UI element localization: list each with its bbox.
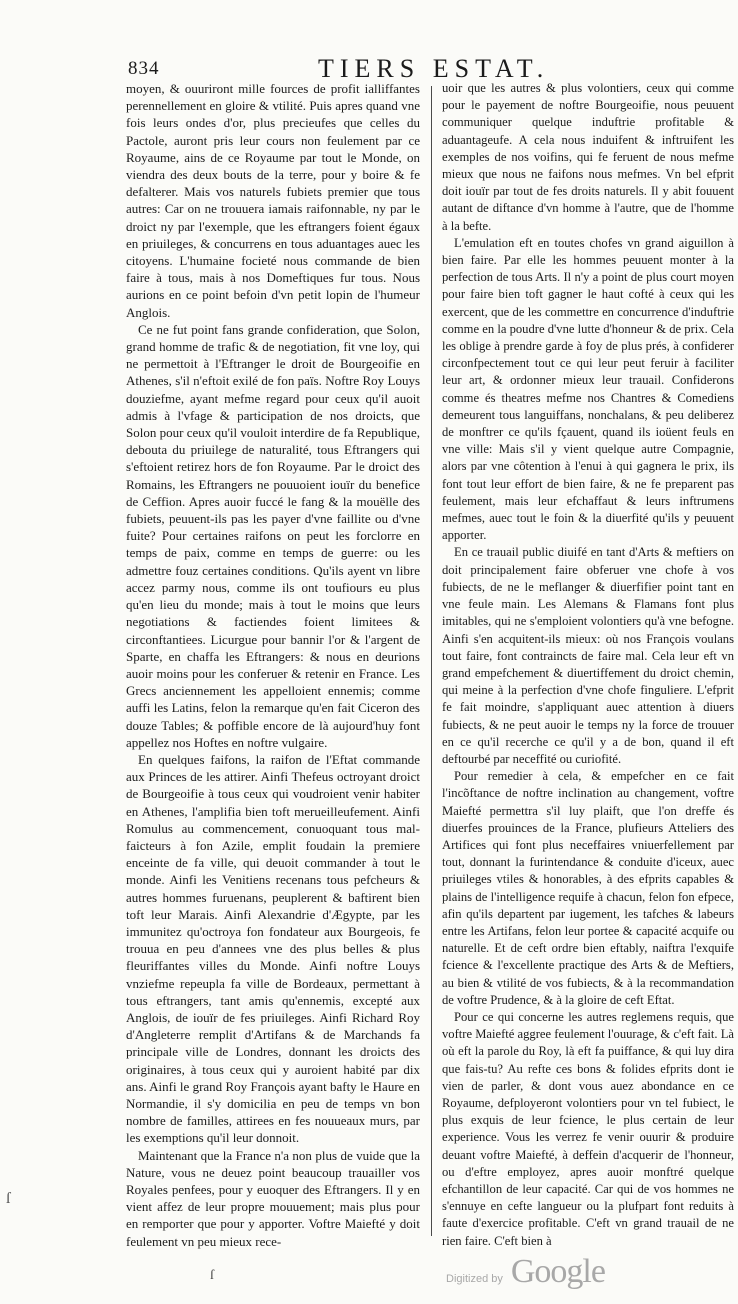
margin-mark: ſ [6, 1190, 11, 1207]
page-number: 834 [128, 58, 160, 79]
bottom-mark: ſ [210, 1268, 214, 1283]
digitized-by-text: Digitized by [446, 1273, 503, 1285]
column-divider [431, 86, 432, 1236]
digitized-watermark [446, 1253, 605, 1291]
running-title: TIERS ESTAT. [318, 54, 550, 83]
paragraph: Pour ce qui concerne les autres reglemens requis, que voftre Maiefté aggree feulement l'ouurage, & c'eft fait. Là où eft la parole du Roy, là eft fa puiffance, & qui luy dira que fais-tu? Au refte ces bons & folides efprits dont ie vien de parler, & dont vous auez abondance en ce Royaume, defployeront volontiers pour vn tel fubiect, le plus exquis de leur fcience, le plus certain de leur experience. Vous les verrez fe venir ouurir & produire deuant voftre Maiefté, à deffein d'acquerir de l'honneur, ou d'eftre employez, apres auoir monftré quelque efchantillon de leur capacité. Car qui de vos hommes ne s'ennuye en cefte langueur ou la plufpart font reduits à faute d'exercice profitable. C'eft vn grand trauail de ne rien faire. C'eft bien à [442, 1009, 734, 1248]
right-column [442, 80, 734, 1250]
paragraph: En ce trauail public diuifé en tant d'Arts & meftiers on doit principalement faire obferuer vne chofe à vos fubiects, de ne le meflanger & diuerfifier point tant en vne feule main. Les Alemans & Flamans font plus imitables, qui ne s'emploient volontiers qu'à vne befogne. Ainfi s'en acquitent-ils mieux: où nos François voulans tout faire, font contraincts de faire mal. Cela leur eft vn grand empefchement & diuertiffement du droict chemin, qui meine à la perfection d'vne chofe finguliere. L'efprit fe fait moindre, s'appliquant auec attention à diuers fubiects, & ne peut auoir le temps ny la force de trouuer en ce qu'il recerche ce qu'il y a de bon, quand il eft deftourbé par neceffité ou curiofité. [442, 545, 734, 766]
google-logo: Google [510, 1253, 605, 1290]
paragraph: uoir que les autres & plus volontiers, ceux qui comme pour le payement de noftre Bourgeoifie, nous peuuent communiquer quelque induftrie profitable & aduantageufe. A cela nous induifent & inftruifent les exemples de nos voifins, qui fe feruent de nous mefme mieux que nous ne faifons nous mefmes. Vn bel efprit doit iouïr par tout de fes droits naturels. Il y abit fouuent autant de diftance d'vn homme à l'autre, que de l'homme à la befte. [442, 81, 734, 233]
paragraph: L'emulation eft en toutes chofes vn grand aiguillon à bien faire. Par elle les hommes peuuent monter à la perfection de tous Arts. Il n'y a point de plus court moyen pour faire bien toft gagner le haut cofté à ceux qui les exercent, que de les commettre en concurrence d'induftrie comme en la poudre d'vne lutte d'honneur & de prix. Cela les oblige à prendre garde à foy de plus prés, à confiderer circonfpectement tout ce qui leur peut feruir à faciliter leur art, & ordonner mieux leur trauail. Confiderons comme és theatres mefme nos Chantres & Comediens demeurent tous languiffans, nonchalans, & peu deliberez de monftrer ce qu'ils fçauent, quand ils ioüent feuls en vne ville: Mais s'il y vient quelque autre Compagnie, alors par vne côtention à l'enui à qui gagnera le prix, ils font tout leur effort de bien faire, & ne fe preparent pas feulement, mais leur efchaffaut & leurs inftrumens mefmes, auec tout le foin & la diuerfité qu'ils y peuuent apporter. [442, 235, 734, 543]
paragraph: Ce ne fut point fans grande confideration, que Solon, grand homme de trafic & de negotiation, fit vne loy, qui ne permettoit à l'Eftranger le droit de Bourgeoifie en Athenes, s'il n'eftoit exilé de fon païs. Noftre Roy Louys douziefme, ayant mefme regard pour ceux qu'il auoit admis à l'vfage & participation de nos droicts, que Solon pour ceux qu'il vouloit interdire de fa Republique, debouta du priuilege de naturalité, tous Eftrangers qui s'eftoient retirez hors de fon Royaume. Par le droict des Romains, les Eftrangers ne pouuoient iouïr du benefice de Ceffion. Apres auoir fuccé le fang & la mouëlle des fubiets, peuuent-ils pas les payer d'vne faillite ou d'vne fuite? Pour certaines raifons on peut les forclorre en temps de paix, comme en temps de guerre: ou les admettre fouz certaines conditions. Qu'ils ayent vn libre accez parmy nous, comme ils ont toufiours eu plus qu'en lieu du monde; mais à tout le moins que leurs negotiations & factiendes foient limitees & circonftantiees. Licurgue pour bannir l'or & l'argent de Sparte, en chaffa les Eftrangers: & nous en deurions auoir moins pour les conferuer & retenir en France. Les Grecs anciennement les appelloient ennemis; comme auffi les Latins, felon la remarque qu'en fait Ciceron des douze Tables; & poffible encore de là aujourd'huy font appellez nos Hoftes en noftre vulgaire. [126, 321, 420, 750]
paragraph: moyen, & ouuriront mille fources de profit ialliffantes perennellement en gloire & vtilité. Puis apres quand vne fois leurs ondes d'or, plus precieufes que celles du Pactole, auront pris leur cours non feulement par ce Royaume, ains de ce Royaume par tout le Monde, on viendra des deux bouts de la terre, pour y boire & fe defalterer. Mais vos naturels fubiets premier que tous autres: Car on ne trouuera iamais raifonnable, ny par le droict ny par l'exemple, que les eftrangers foient égaux en priuileges, & concurrens en tous aduantages auec les citoyens. L'humaine focieté nous commande de bien faire à tous, mais à nos Domeftiques fur tous. Nous aurions en ce point befoin d'vn petit lopin de l'humeur Anglois. [126, 81, 420, 320]
left-column [126, 80, 420, 1250]
paragraph: Maintenant que la France n'a non plus de vuide que la Nature, vous ne deuez point beaucoup trauailler vos Royales penfees, pour y euoquer des Eftrangers. Il y en vient affez de leur propre mouuement; mais plus pour en remporter que pour y apporter. Voftre Maiefté y doit feulement vn peu mieux rece- [126, 1147, 420, 1249]
paragraph: En quelques faifons, la raifon de l'Eftat commande aux Princes de les attirer. Ainfi Thefeus octroyant droict de Bourgeoifie à tous ceux qui voudroient venir habiter en Athenes, l'amplifia bien toft merueilleufement. Ainfi Romulus au commencement, conuoquant tous mal-faicteurs à fon Azile, emplit foudain la premiere enceinte de fa ville, qui deuoit commander à tout le monde. Ainfi les Venitiens recenans tous pefcheurs & autres hommes furuenans, peuplerent & baftirent bien toft leur Marais. Ainfi Alexandrie d'Ægypte, par les immunitez qu'octroya fon fondateur aux Bourgeois, fe trouua en peu d'annees vne des plus belles & plus fleuriffantes villes du Monde. Ainfi noftre Louys vnziefme repeupla fa ville de Bordeaux, permettant à tous eftrangers, tant amis qu'ennemis, excepté aux Anglois, de iouïr de fes priuileges. Ainfi Richard Roy d'Angleterre remplit d'Artifans & de Marchands fa principale ville de Londres, donnant les droicts des originaires, à tous ceux qui y auroient habité par dix ans. Ainfi le grand Roy François ayant bafty le Haure en Normandie, il s'y domicilia en peu de temps vn bon nombre de familles, attirees en fes nouueaux murs, par les exemptions qu'il leur donnoit. [126, 751, 420, 1146]
paragraph: Pour remedier à cela, & empefcher en ce fait l'incõftance de noftre inclination au changement, voftre Maiefté permettra s'il luy plaift, que l'on dreffe és diuerfes prouinces de la France, plufieurs Atteliers des Artifices qui font plus neceffaires vniuerfellement par tout, donnant la furintendance & conduite d'iceux, auec priuileges vtiles & honorables, à des efprits capables & plains de l'intelligence requife à chacun, felon fon efpece, afin qu'ils departent par iugement, les tafches & labeurs entre les Artifans, felon leur portee & capacité acquife ou naturelle. Et de ceft ordre bien eftably, naiftra l'exquife fcience & l'excellente practique des Arts & de Meftiers, au bien & vtilité de vos fubiects, & à la recommandation de voftre Prudence, & à la gloire de ceft Eftat. [442, 769, 734, 1007]
